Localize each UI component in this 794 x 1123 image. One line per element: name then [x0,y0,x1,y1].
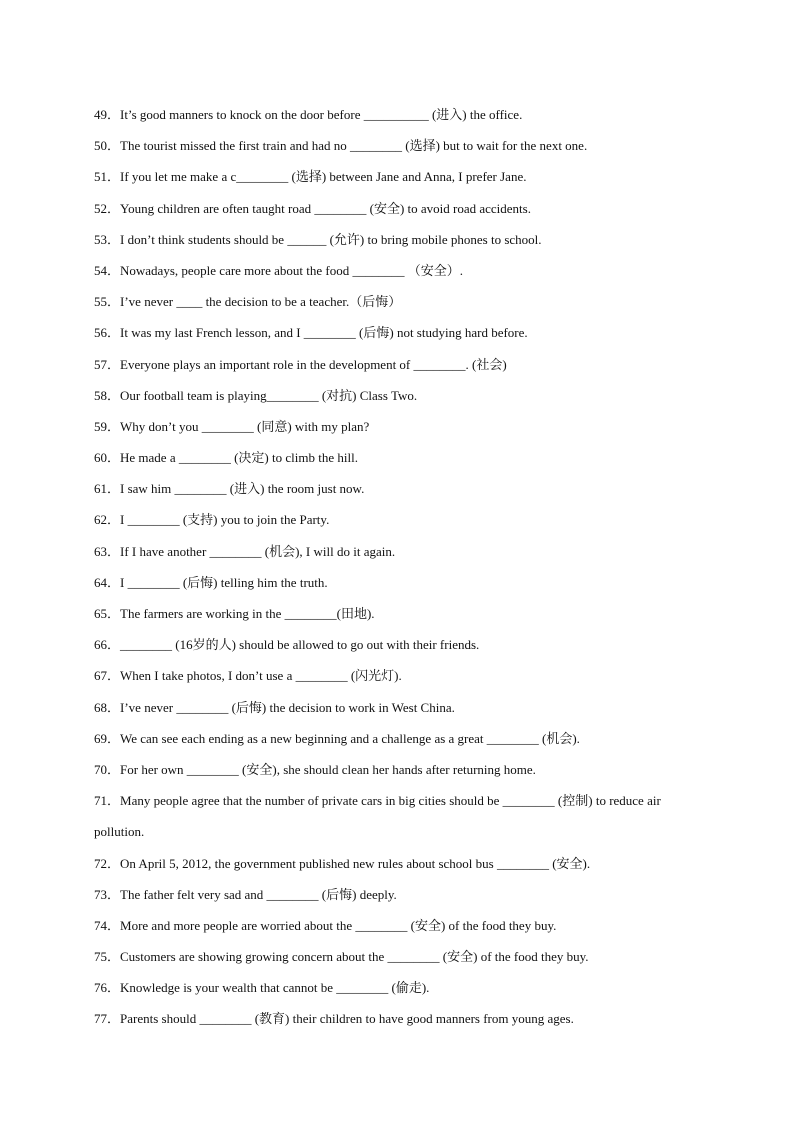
question-number: 53． [94,231,121,247]
question-item [94,629,714,660]
question-number: 65． [94,606,121,621]
question-item [94,879,714,910]
question-text: More and more people are worried about the ________ (安全) of the food they buy. [120,917,557,933]
question-number: 50． [94,138,121,154]
question-item [94,848,714,879]
question-item [94,692,714,723]
question-text: I’ve never ________ (后悔) the decision to work in West China. [120,699,455,715]
question-text: We can see each ending as a new beginning and a challenge as a great ________ (机会). [120,730,580,746]
question-text: Knowledge is your wealth that cannot be ________ (偷走). [120,980,430,996]
question-number: 57． [94,356,121,372]
question-number: 63． [94,543,121,559]
question-item [94,660,714,691]
question-number: 61． [94,481,121,497]
question-text: Our football team is playing________ (对抗) Class Two. [120,387,418,403]
question-item [94,941,714,972]
question-item [94,1003,714,1034]
question-number: 49． [94,107,121,122]
question-number: 62． [94,512,121,528]
question-text: I saw him ________ (进入) the room just now. [120,481,365,497]
question-item [94,255,714,286]
question-number: 58． [94,387,121,403]
question-list [94,99,714,1035]
question-number: 54． [94,262,121,278]
question-text: I ________ (支持) you to join the Party. [120,512,330,528]
question-item [94,442,714,473]
question-number: 76． [94,980,121,996]
question-text: ________ (16岁的人) should be allowed to go out with their friends. [120,637,480,653]
question-item [94,286,714,317]
question-item [94,161,714,192]
question-text: For her own ________ (安全), she should clean her hands after returning home. [120,761,536,777]
question-item [94,754,714,785]
question-item [94,567,714,598]
question-text: Parents should ________ (教育) their children to have good manners from young ages. [120,1011,574,1027]
question-item [94,723,714,754]
question-text: When I take photos, I don’t use a ________ (闪光灯). [120,668,402,684]
question-text: I ________ (后悔) telling him the truth. [120,574,328,590]
question-text: Young children are often taught road ________ (安全) to avoid road accidents. [120,200,531,216]
question-number: 60． [94,450,121,466]
question-text: If you let me make a c________ (选择) between Jane and Anna, I prefer Jane. [120,169,527,185]
question-number: 51． [94,169,121,185]
question-text: On April 5, 2012, the government published new rules about school bus ________ (安全). [120,855,591,871]
question-item [94,380,714,411]
question-item [94,224,714,255]
question-text: I’ve never ____ the decision to be a teacher.（后悔） [120,294,402,310]
question-number: 64． [94,574,121,590]
question-item [94,349,714,380]
question-text: Customers are showing growing concern about the ________ (安全) of the food they buy. [120,949,589,965]
question-number: 71． [94,793,121,809]
question-text: I don’t think students should be ______ (允许) to bring mobile phones to school. [120,231,542,247]
question-item [94,411,714,442]
question-item [94,99,714,130]
question-text: It was my last French lesson, and I ________ (后悔) not studying hard before. [120,325,528,341]
question-text: Nowadays, people care more about the food ________ （安全）. [120,262,463,278]
question-text: It’s good manners to knock on the door before __________ (进入) the office. [120,107,523,122]
question-item [94,910,714,941]
question-number: 68． [94,699,121,715]
question-item [94,130,714,161]
question-item [94,972,714,1003]
question-number: 74． [94,917,121,933]
question-item [94,785,714,847]
question-number: 56． [94,325,121,341]
question-number: 59． [94,418,121,434]
question-item [94,317,714,348]
question-number: 52． [94,200,121,216]
question-text: He made a ________ (决定) to climb the hill. [120,450,358,466]
question-number: 75． [94,949,121,965]
question-text: The farmers are working in the ________(田地). [120,606,375,621]
question-number: 66． [94,637,121,653]
question-number: 72． [94,855,121,871]
question-item [94,598,714,629]
question-number: 73． [94,886,121,902]
question-number: 70． [94,761,121,777]
question-text: The father felt very sad and ________ (后悔) deeply. [120,886,397,902]
question-number: 77． [94,1011,121,1027]
question-item [94,504,714,535]
question-number: 55． [94,294,121,310]
question-text: The tourist missed the first train and had no ________ (选择) but to wait for the next one. [120,138,588,154]
question-text: If I have another ________ (机会), I will do it again. [120,543,396,559]
question-text: Many people agree that the number of private cars in big cities should be ________ (控制) to reduce air pollution. [94,793,661,840]
question-item [94,536,714,567]
question-number: 69． [94,730,121,746]
question-text: Everyone plays an important role in the development of ________. (社会) [120,356,507,372]
question-number: 67． [94,668,121,684]
question-text: Why don’t you ________ (同意) with my plan? [120,418,370,434]
question-item [94,473,714,504]
question-item [94,193,714,224]
